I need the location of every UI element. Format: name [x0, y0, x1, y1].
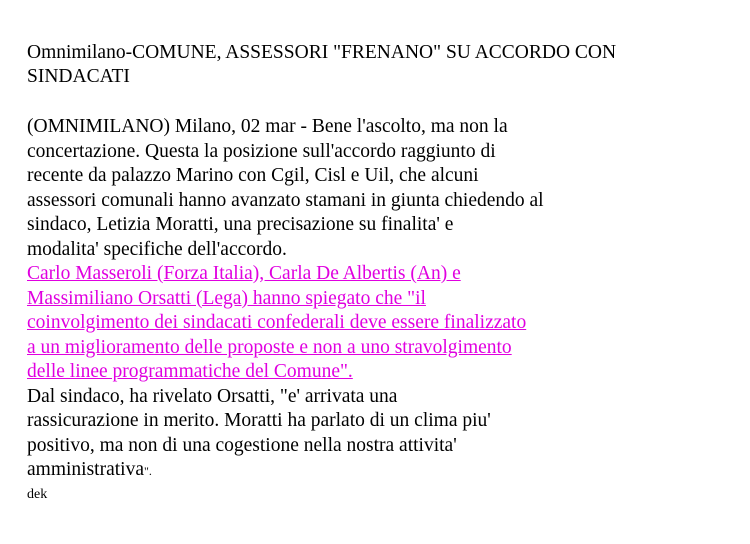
last-line-tail: ". [143, 464, 152, 478]
link-line[interactable]: delle linee programmatiche del Comune". [27, 361, 353, 382]
body-line: positivo, ma non di una cogestione nella nostra attivita' [27, 434, 457, 456]
link-line[interactable]: a un miglioramento delle proposte e non a uno stravolgimento [27, 336, 512, 358]
body-line: recente da palazzo Marino con Cgil, Cisl e Uil, che alcuni [27, 165, 479, 186]
link-line[interactable]: coinvolgimento dei sindacati confederali deve essere finalizzato [27, 312, 527, 333]
body-line: sindaco, Letizia Moratti, una precisazione su finalita' e [27, 214, 454, 235]
title-line: Omnimilano-COMUNE, ASSESSORI "FRENANO" SU ACCORDO CON [27, 42, 617, 63]
body-line-last [27, 458, 727, 484]
body-line: (OMNIMILANO) Milano, 02 mar - Bene l'ascolto, ma non la [27, 116, 508, 137]
body-line: assessori comunali hanno avanzato stamani in giunta chiedendo al [27, 189, 544, 211]
author-signature: dek [27, 487, 48, 502]
title-line: SINDACATI [27, 66, 130, 87]
article-title [27, 41, 727, 89]
body-line: Dal sindaco, ha rivelato Orsatti, "e' arrivata una [27, 385, 398, 407]
article-body [27, 115, 727, 484]
quote-link[interactable] [27, 262, 727, 385]
body-line: rassicurazione in merito. Moratti ha parlato di un clima piu' [27, 410, 491, 431]
last-line-text: amministrativa [27, 459, 144, 480]
link-line[interactable]: Carlo Masseroli (Forza Italia), Carla De Albertis (An) e [27, 263, 461, 284]
link-line[interactable]: Massimiliano Orsatti (Lega) hanno spiegato che "il [27, 287, 426, 309]
body-line: modalita' specifiche dell'accordo. [27, 238, 287, 260]
body-line: concertazione. Questa la posizione sull'accordo raggiunto di [27, 140, 496, 162]
